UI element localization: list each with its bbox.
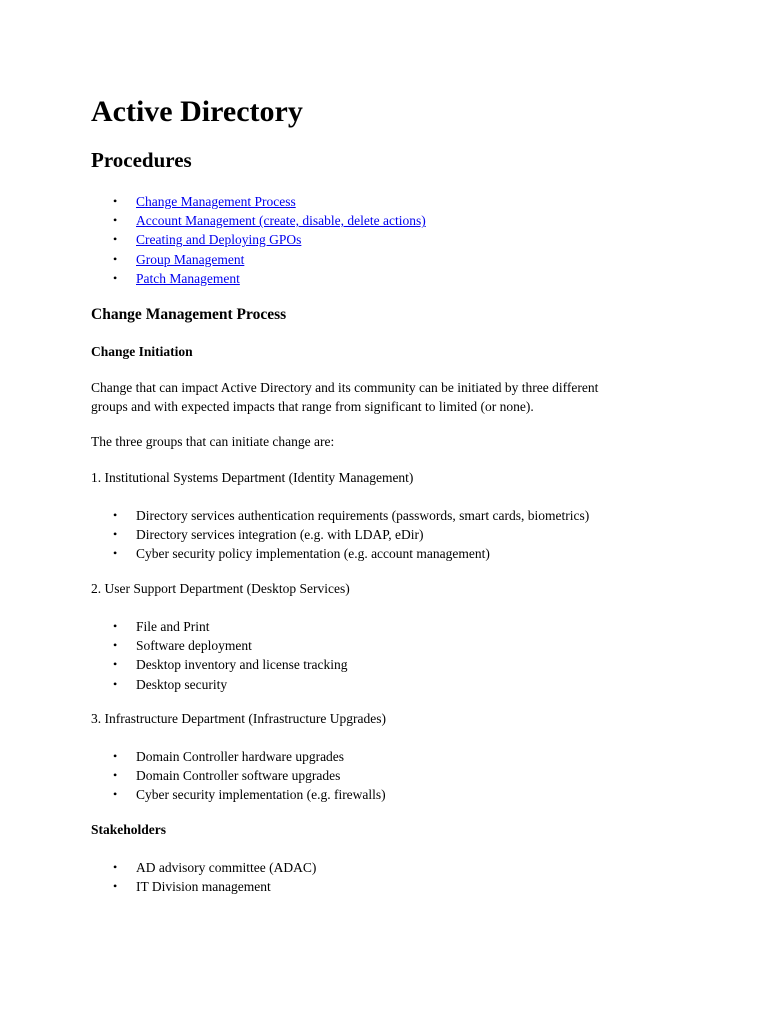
- list-item: [91, 230, 426, 249]
- intro-paragraph-line-2: groups and with expected impacts that range from significant to limited (or none).: [91, 399, 534, 414]
- list-item: [91, 269, 426, 288]
- list-item-text: AD advisory committee (ADAC): [136, 860, 317, 875]
- link-account-management[interactable]: Account Management (create, disable, delete actions): [136, 213, 426, 229]
- bullet-icon: •: [113, 270, 118, 285]
- procedures-heading: Procedures: [91, 148, 192, 172]
- list-item: [91, 675, 347, 694]
- bullet-icon: •: [113, 527, 118, 542]
- bullet-icon: •: [113, 546, 118, 561]
- stakeholders-heading: Stakeholders: [91, 822, 167, 837]
- list-item-text: Software deployment: [136, 638, 252, 654]
- bullet-icon: •: [113, 508, 118, 522]
- groups-intro-text: The three groups that can initiate change are:: [91, 434, 335, 449]
- group-3-label: 3. Infrastructure Department (Infrastructure Upgrades): [91, 711, 386, 726]
- list-item-text: Desktop security: [136, 676, 228, 692]
- bullet-icon: •: [113, 879, 118, 894]
- bullet-icon: •: [113, 676, 118, 691]
- list-item-text: Desktop inventory and license tracking: [136, 657, 348, 673]
- list-item: [91, 858, 316, 877]
- bullet-icon: •: [113, 232, 118, 247]
- bullet-icon: •: [113, 768, 118, 783]
- list-item-text: Directory services authentication requirements (passwords, smart cards, biometrics): [136, 508, 590, 523]
- group-3-list: [91, 747, 386, 805]
- list-item: [91, 211, 426, 230]
- list-item: [91, 747, 386, 766]
- list-item-text: Domain Controller software upgrades: [136, 768, 341, 784]
- list-item: [91, 192, 426, 211]
- bullet-icon: •: [113, 251, 118, 266]
- bullet-icon: •: [113, 787, 118, 802]
- list-item: [91, 766, 386, 785]
- group-1-label: 1. Institutional Systems Department (Identity Management): [91, 470, 414, 485]
- list-item-text: Domain Controller hardware upgrades: [136, 749, 345, 764]
- list-item-text: File and Print: [136, 619, 210, 634]
- bullet-icon: •: [113, 213, 118, 228]
- change-initiation-heading: Change Initiation: [91, 344, 193, 359]
- list-item: [91, 785, 386, 804]
- list-item-text: Cyber security policy implementation (e.g. account management): [136, 546, 490, 562]
- list-item: [91, 250, 426, 269]
- page-title: Active Directory: [91, 95, 303, 128]
- intro-paragraph-line-1: Change that can impact Active Directory and its community can be initiated by three different: [91, 380, 599, 395]
- list-item: [91, 544, 589, 563]
- bullet-icon: •: [113, 194, 118, 208]
- list-item: [91, 636, 347, 655]
- bullet-icon: •: [113, 860, 118, 874]
- stakeholders-list: [91, 858, 316, 896]
- group-1-list: [91, 506, 589, 564]
- group-2-label: 2. User Support Department (Desktop Services): [91, 581, 350, 596]
- link-group-management[interactable]: Group Management: [136, 251, 245, 267]
- list-item: [91, 506, 589, 525]
- link-creating-deploying-gpos[interactable]: Creating and Deploying GPOs: [136, 232, 302, 248]
- bullet-icon: •: [113, 657, 118, 672]
- bullet-icon: •: [113, 638, 118, 653]
- bullet-icon: •: [113, 749, 118, 763]
- list-item-text: Cyber security implementation (e.g. firewalls): [136, 787, 386, 803]
- link-patch-management[interactable]: Patch Management: [136, 270, 240, 286]
- link-change-management-process[interactable]: Change Management Process: [136, 194, 296, 209]
- bullet-icon: •: [113, 619, 118, 633]
- list-item: [91, 525, 589, 544]
- list-item: [91, 877, 316, 896]
- list-item-text: IT Division management: [136, 879, 271, 895]
- change-management-heading: Change Management Process: [91, 306, 287, 323]
- list-item-text: Directory services integration (e.g. with LDAP, eDir): [136, 527, 424, 543]
- list-item: [91, 655, 347, 674]
- procedure-links-list: [91, 192, 426, 288]
- group-2-list: [91, 617, 347, 694]
- list-item: [91, 617, 347, 636]
